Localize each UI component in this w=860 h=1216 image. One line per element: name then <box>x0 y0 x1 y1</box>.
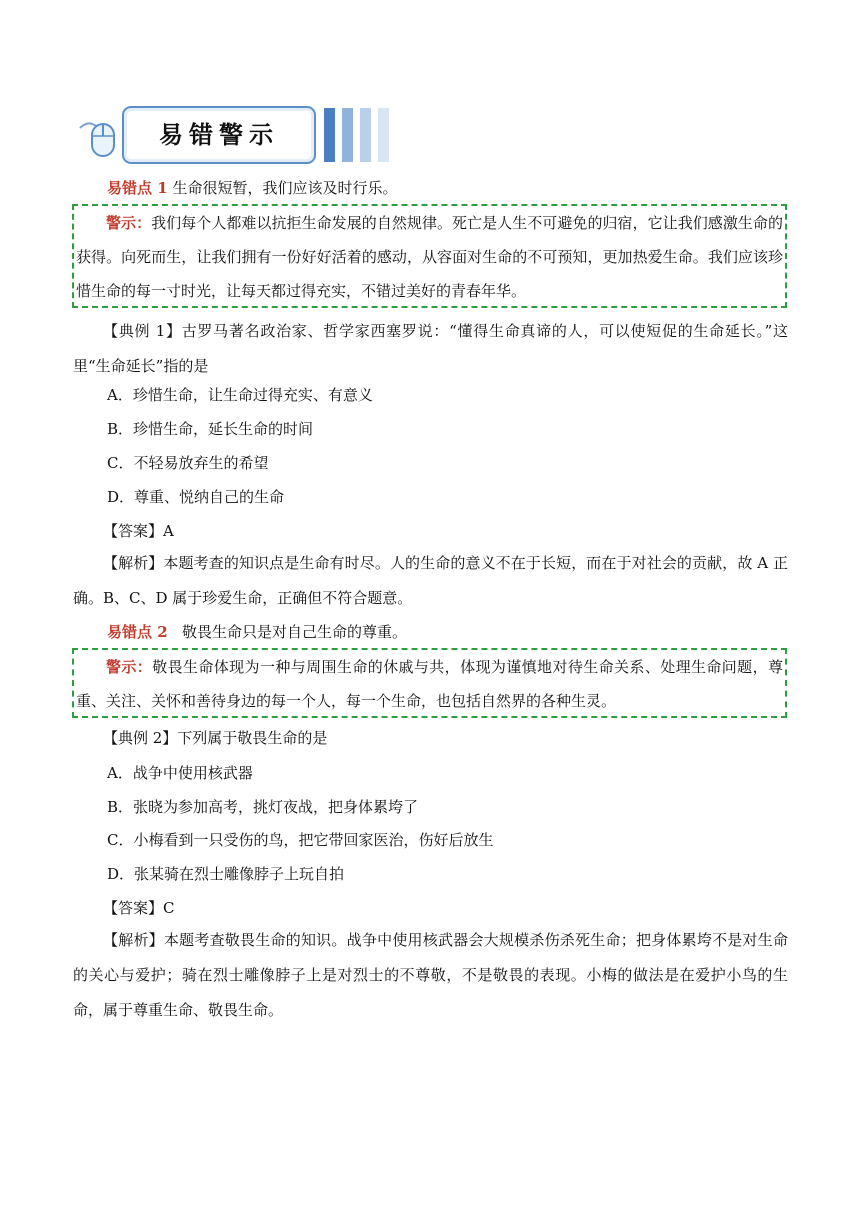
option-d: D．尊重、悦纳自己的生命 <box>107 488 285 506</box>
error-point-label: 易错点 1 <box>107 179 168 197</box>
warning-box-1 <box>72 204 787 308</box>
option-c: C．小梅看到一只受伤的鸟，把它带回家医治，伤好后放生 <box>107 831 494 849</box>
warning-text <box>74 206 785 308</box>
analysis-2 <box>73 923 788 1028</box>
analysis-text: 【解析】本题考查敬畏生命的知识。战争中使用核武器会大规模杀伤杀死生命；把身体累垮不是对生命的关心与爱护；骑在烈士雕像脖子上是对烈士的不尊敬，不是敬畏的表现。小梅的做法是在爱护小鸟的生命，属于尊重生命、敬畏生命。 <box>73 931 788 1019</box>
option-d: D．张某骑在烈士雕像脖子上玩自拍 <box>107 865 345 883</box>
banner-title: 易错警示 <box>159 120 279 149</box>
section-banner <box>78 106 328 164</box>
option-a: A．战争中使用核武器 <box>107 764 253 782</box>
banner-bar <box>342 108 353 162</box>
example-2-question: 【典例 2】下列属于敬畏生命的是 <box>103 729 328 747</box>
error-point-text: 敬畏生命只是对自己生命的尊重。 <box>181 623 407 641</box>
option-a: A．珍惜生命，让生命过得充实、有意义 <box>107 386 373 404</box>
banner-bar <box>360 108 371 162</box>
warning-text <box>74 650 785 718</box>
error-point-text: 生命很短暂，我们应该及时行乐。 <box>172 179 398 197</box>
warning-label: 警示： <box>106 214 152 232</box>
warning-box-2 <box>72 648 787 718</box>
question-text: 【典例 1】古罗马著名政治家、哲学家西塞罗说：“懂得生命真谛的人，可以使短促的生命延长。”这里“生命延长”指的是 <box>73 322 788 375</box>
warning-body: 我们每个人都难以抗拒生命发展的自然规律。死亡是人生不可避免的归宿，它让我们感激生命的获得。向死而生，让我们拥有一份好好活着的感动，从容面对生命的不可预知，更加热爱生命。我们应该珍惜生命的每一寸时光，让每天都过得充实，不错过美好的青春年华。 <box>76 214 783 300</box>
option-c: C．不轻易放弃生的希望 <box>107 454 269 472</box>
warning-label: 警示： <box>106 658 153 676</box>
warning-body: 敬畏生命体现为一种与周围生命的休戚与共，体现为谨慎地对待生命关系、处理生命问题，尊重、关注、关怀和善待身边的每一个人，每一个生命，也包括自然界的各种生灵。 <box>76 658 783 710</box>
example-1-question <box>73 314 788 384</box>
analysis-1 <box>73 546 788 616</box>
mouse-icon <box>78 116 118 158</box>
error-point-1 <box>107 177 397 199</box>
analysis-text: 【解析】本题考查的知识点是生命有时尽。人的生命的意义不在于长短，而在于对社会的贡献，故 A 正确。B、C、D 属于珍爱生命，正确但不符合题意。 <box>73 554 788 607</box>
answer: 【答案】A <box>103 522 174 540</box>
error-point-label: 易错点 2 <box>107 623 168 641</box>
answer: 【答案】C <box>103 899 175 917</box>
option-b: B．珍惜生命，延长生命的时间 <box>107 420 314 438</box>
error-point-2 <box>107 621 407 643</box>
banner-frame <box>122 106 316 164</box>
banner-bar <box>378 108 389 162</box>
banner-bar <box>324 108 335 162</box>
option-b: B．张晓为参加高考，挑灯夜战，把身体累垮了 <box>107 798 419 816</box>
